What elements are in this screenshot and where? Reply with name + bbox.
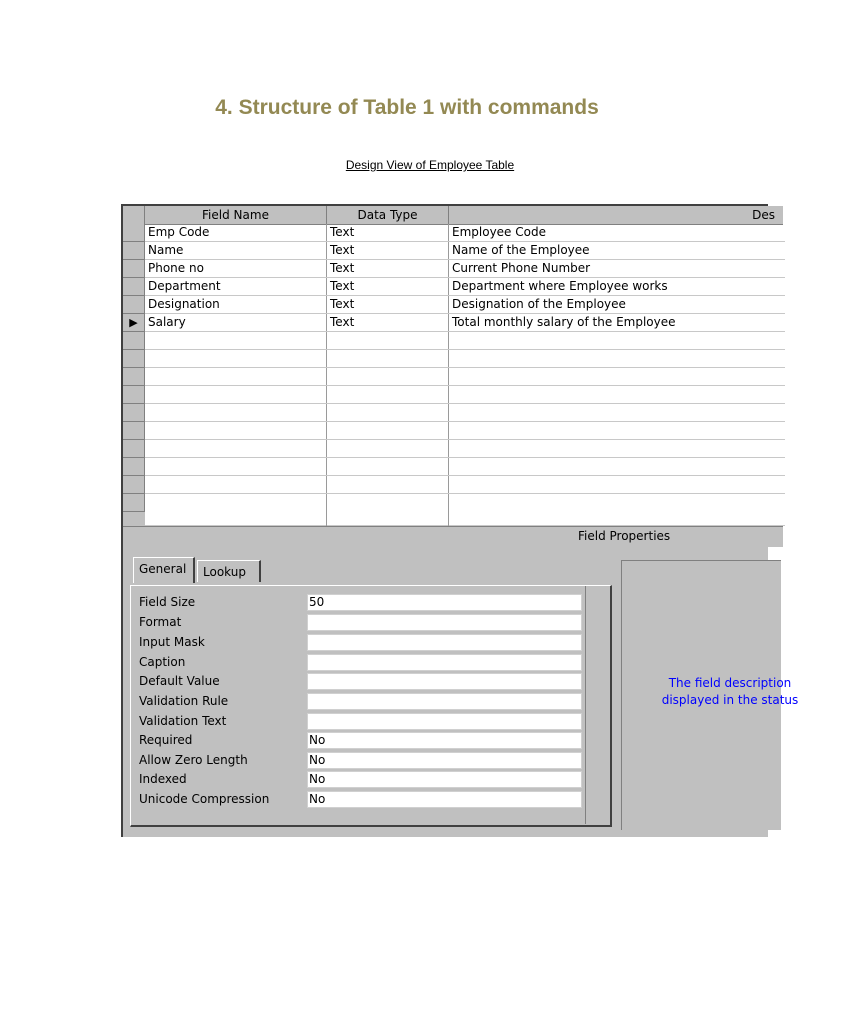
property-value-field[interactable] <box>307 634 582 651</box>
row-selector[interactable] <box>123 296 145 314</box>
row-selector[interactable] <box>123 242 145 260</box>
property-value-field[interactable]: 50 <box>307 594 582 611</box>
property-label: Indexed <box>139 772 187 786</box>
grid-header <box>123 206 783 225</box>
empty-table-row[interactable] <box>145 404 785 422</box>
table-row <box>145 242 785 260</box>
help-line: The field description <box>668 676 792 690</box>
row-selector[interactable] <box>123 278 145 296</box>
table-row <box>145 296 785 314</box>
current-row-indicator-icon[interactable]: ▶ <box>123 314 145 332</box>
data-type-cell[interactable]: Text <box>327 224 449 241</box>
property-value-field[interactable]: No <box>307 732 582 749</box>
description-cell[interactable]: Designation of the Employee <box>452 297 626 311</box>
data-type-cell[interactable]: Text <box>327 260 449 277</box>
header-corner <box>123 206 145 224</box>
page-title: 4. Structure of Table 1 with commands <box>215 96 599 119</box>
field-name-cell[interactable]: Department <box>145 278 327 295</box>
field-properties-label: Field Properties <box>578 529 671 543</box>
description-cell[interactable]: Current Phone Number <box>452 261 591 275</box>
property-label: Input Mask <box>139 635 205 649</box>
data-type-cell[interactable]: Text <box>327 278 449 295</box>
field-name-cell[interactable]: Phone no <box>145 260 327 277</box>
property-value-field[interactable]: No <box>307 752 582 769</box>
row-selector[interactable] <box>123 260 145 278</box>
row-selector[interactable] <box>123 368 145 386</box>
help-line: displayed in the status <box>661 693 799 707</box>
field-name-cell[interactable]: Designation <box>145 296 327 313</box>
row-selector[interactable] <box>123 386 145 404</box>
data-type-cell[interactable]: Text <box>327 296 449 313</box>
field-name-cell[interactable]: Emp Code <box>145 224 327 241</box>
property-value-field[interactable]: No <box>307 791 582 808</box>
table-row <box>145 314 785 332</box>
help-panel <box>621 560 799 830</box>
description-cell[interactable]: Name of the Employee <box>452 243 590 257</box>
column-header-field-name[interactable]: Field Name <box>145 206 327 224</box>
row-selector[interactable] <box>123 494 145 512</box>
empty-table-row[interactable] <box>145 368 785 386</box>
description-cell[interactable]: Employee Code <box>452 225 546 239</box>
table-row <box>145 224 785 242</box>
field-name-cell[interactable]: Salary <box>145 314 327 331</box>
help-text <box>630 675 830 709</box>
data-type-cell[interactable]: Text <box>327 314 449 331</box>
row-selector[interactable] <box>123 332 145 350</box>
row-selector-column <box>123 224 145 526</box>
property-label: Allow Zero Length <box>139 753 248 767</box>
field-name-cell[interactable]: Name <box>145 242 327 259</box>
table-caption: Design View of Employee Table <box>345 158 515 172</box>
properties-scrollbar[interactable] <box>585 586 610 824</box>
row-selector[interactable] <box>123 440 145 458</box>
property-value-field[interactable] <box>307 614 582 631</box>
description-cell[interactable]: Department where Employee works <box>452 279 668 293</box>
property-value-field[interactable] <box>307 713 582 730</box>
row-selector[interactable] <box>123 422 145 440</box>
row-selector[interactable] <box>123 350 145 368</box>
description-cell[interactable]: Total monthly salary of the Employee <box>452 315 676 329</box>
table-row <box>145 278 785 296</box>
general-properties-panel <box>130 585 612 827</box>
tab-general[interactable]: General <box>133 557 195 583</box>
data-type-cell[interactable]: Text <box>327 242 449 259</box>
column-header-data-type[interactable]: Data Type <box>327 206 449 224</box>
property-label: Field Size <box>139 595 196 609</box>
field-grid <box>123 206 783 526</box>
empty-table-row[interactable] <box>145 440 785 458</box>
row-selector[interactable] <box>123 224 145 242</box>
tab-lookup[interactable]: Lookup <box>197 560 261 582</box>
property-value-field[interactable] <box>307 693 582 710</box>
property-label: Validation Rule <box>139 694 229 708</box>
empty-table-row[interactable] <box>145 494 785 526</box>
property-label: Validation Text <box>139 714 227 728</box>
empty-table-row[interactable] <box>145 422 785 440</box>
empty-table-row[interactable] <box>145 350 785 368</box>
property-label: Required <box>139 733 193 747</box>
property-value-field[interactable]: No <box>307 771 582 788</box>
column-header-description[interactable]: Des <box>752 208 775 222</box>
property-label: Caption <box>139 655 186 669</box>
property-value-field[interactable] <box>307 673 582 690</box>
empty-table-row[interactable] <box>145 386 785 404</box>
property-label: Default Value <box>139 674 220 688</box>
row-selector[interactable] <box>123 458 145 476</box>
row-selector[interactable] <box>123 404 145 422</box>
property-label: Format <box>139 615 182 629</box>
row-selector[interactable] <box>123 476 145 494</box>
empty-table-row[interactable] <box>145 458 785 476</box>
table-row <box>145 260 785 278</box>
property-label: Unicode Compression <box>139 792 270 806</box>
field-properties-bar <box>123 526 783 547</box>
property-value-field[interactable] <box>307 654 582 671</box>
empty-table-row[interactable] <box>145 332 785 350</box>
empty-table-row[interactable] <box>145 476 785 494</box>
table-design-window <box>121 204 799 837</box>
